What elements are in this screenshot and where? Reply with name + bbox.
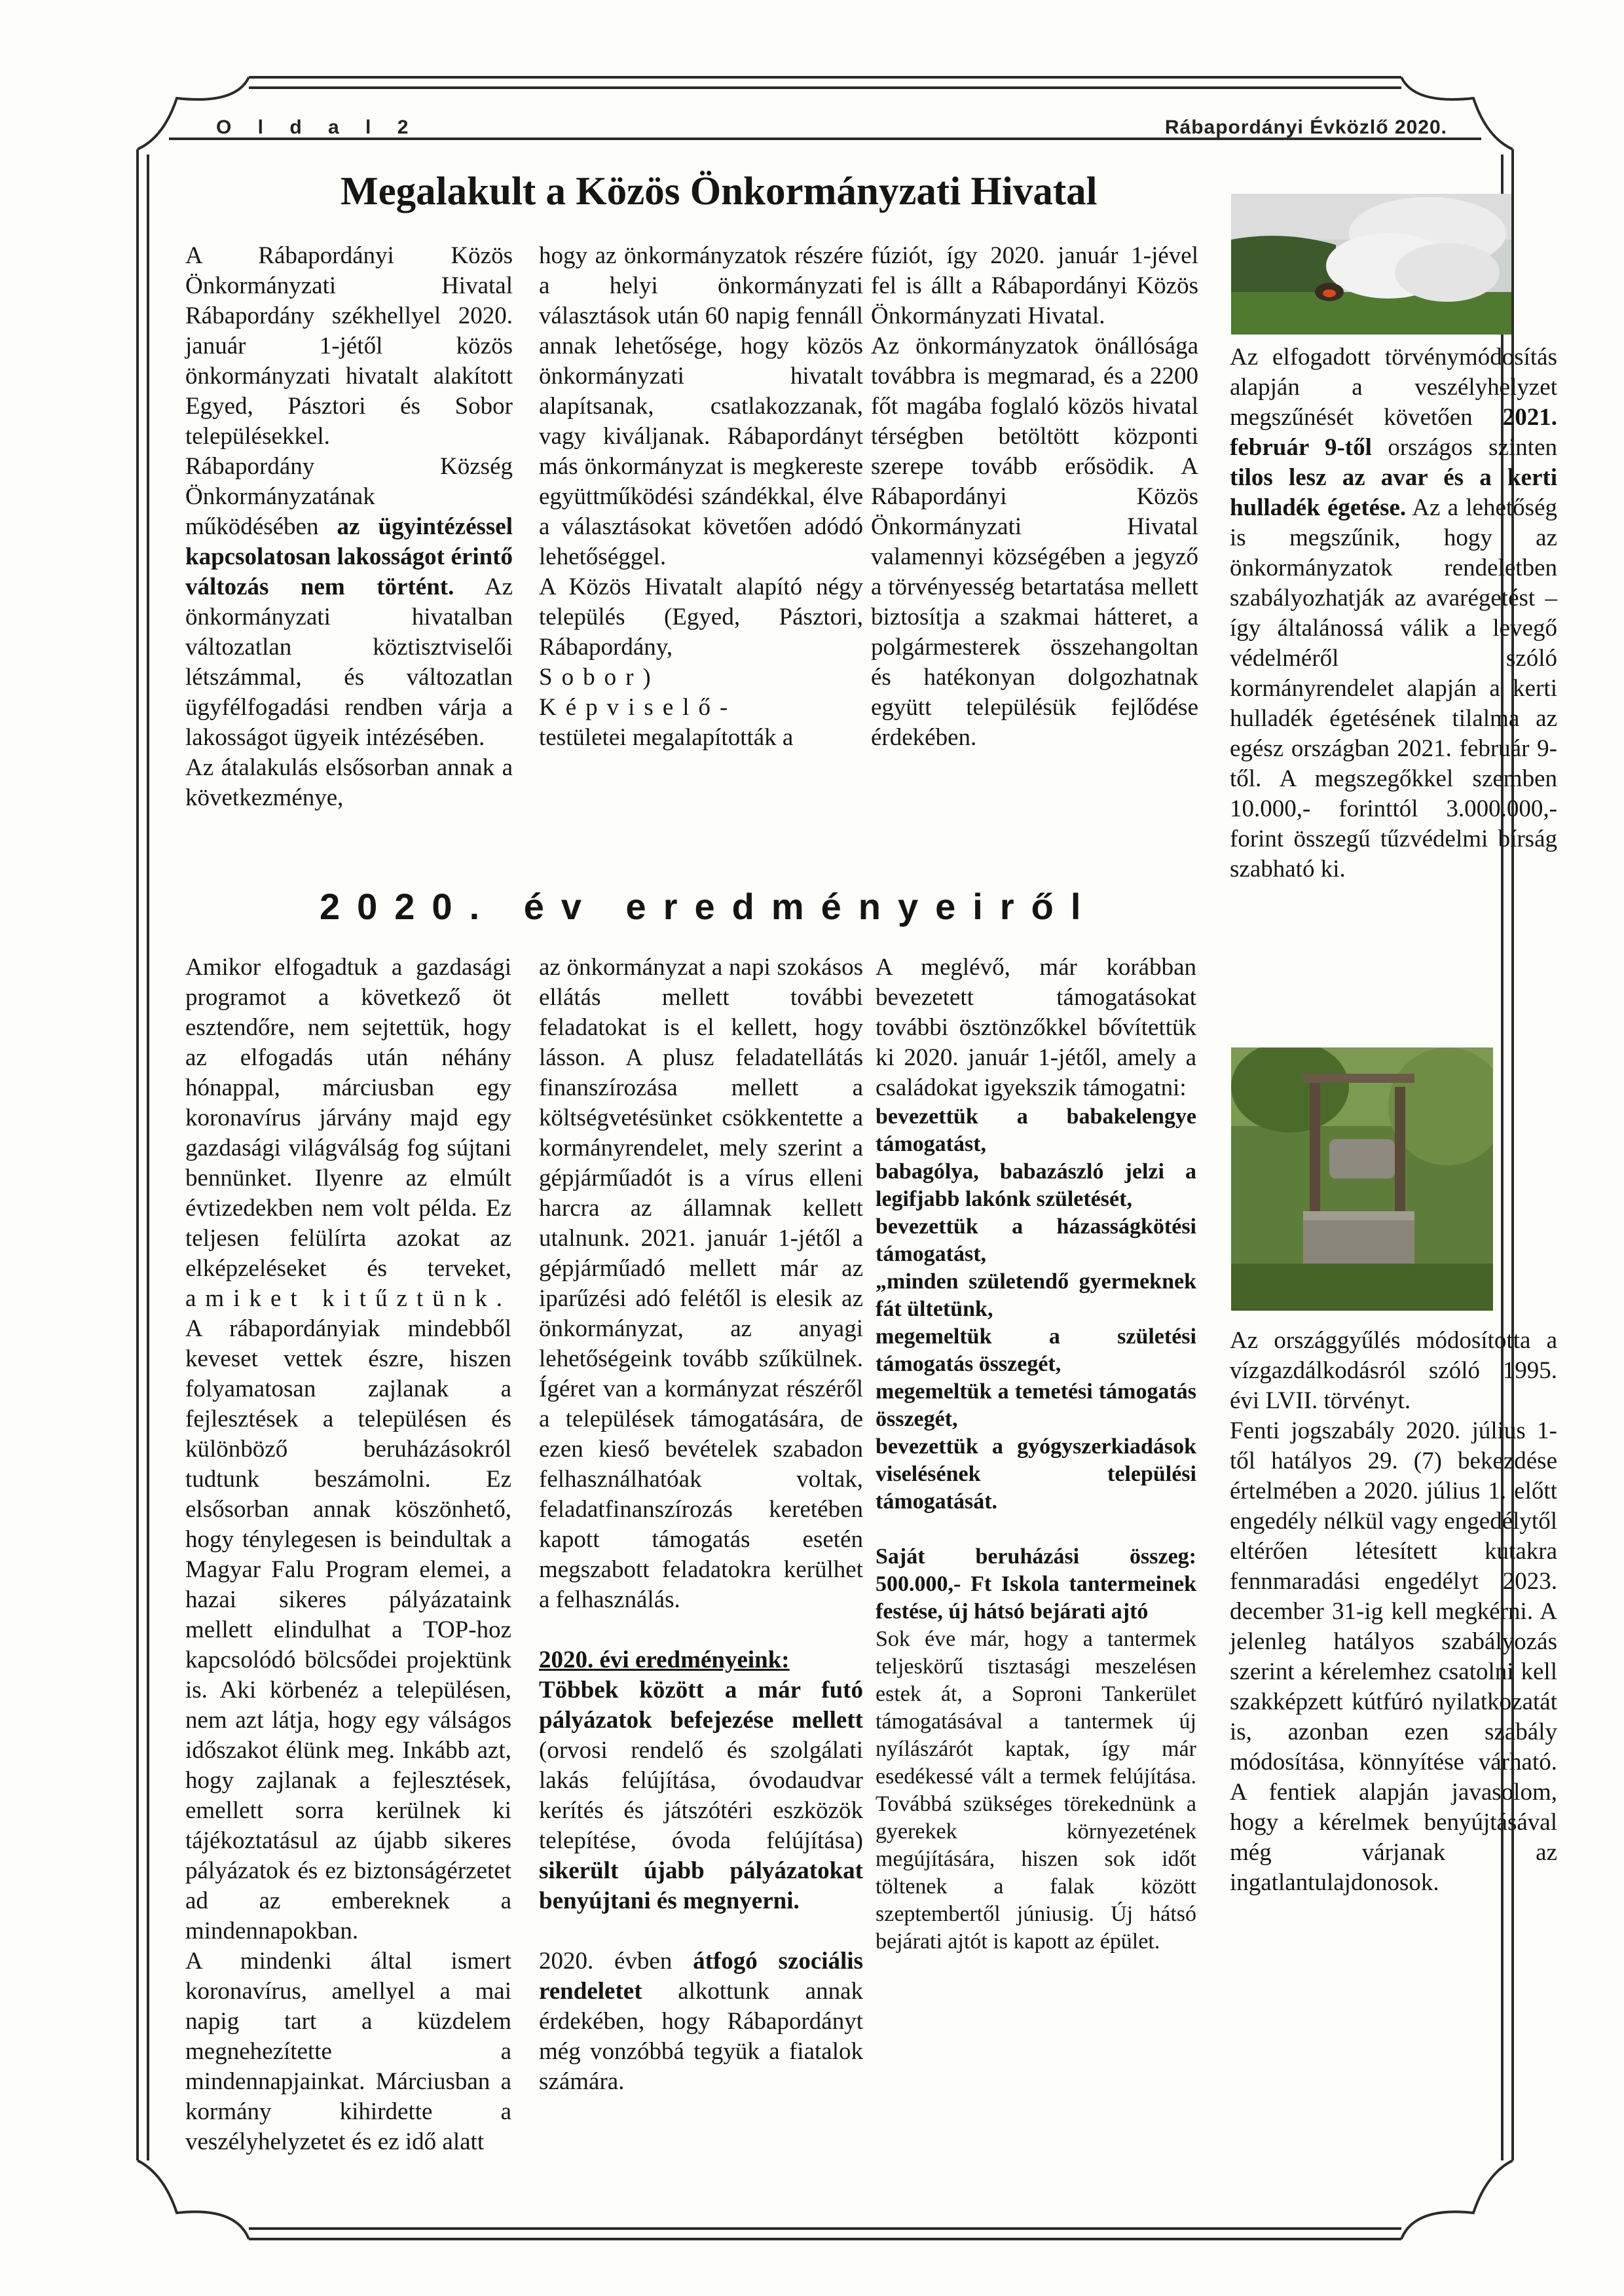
investment-heading: Saját beruházási összeg: 500.000,- Ft Iskola tantermeinek festése, új hátsó bejárati ajtó <box>876 1544 1196 1624</box>
bold-list-item: megemeltük a temetési támogatás összegét, <box>876 1379 1196 1431</box>
article-title: Megalakult a Közös Önkormányzati Hivatal <box>341 170 1098 213</box>
paragraph: fúziót, így 2020. január 1-jével fel is állt a Rábapordányi Közös Önkormányzati Hivatal. <box>871 242 1198 329</box>
paragraph: Az átalakulás elsősorban annak a következménye, <box>185 754 513 811</box>
article2-column1 <box>185 953 511 2157</box>
paragraph: Az országgyűlés módosította a vízgazdálkodásról szóló 1995. évi LVII. törvényt. <box>1230 1327 1557 1414</box>
spaced-text: amiket kitűztünk. <box>185 1285 511 1312</box>
article2-column3 <box>876 953 1196 1956</box>
bold-text: sikerült újabb pályázatokat benyújtani és megnyerni. <box>539 1857 863 1914</box>
paragraph: A Közös Hivatalt alapító négy település (Egyed, Pásztori, Rábapordány, <box>539 574 863 661</box>
article1-column1 <box>185 241 513 813</box>
article2-column2 <box>539 953 863 2097</box>
sidebar-well-text <box>1230 1326 1557 1898</box>
paragraph: hogy az önkormányzatok részére a helyi önkormányzati választások után 60 napig fennáll annak lehetősége, hogy közös önkormányzati hivatalt alapítsanak, csatlakozzanak, vagy kiváljanak. Rábapordányt más önkormányzat is megkereste együttműködési szándékkal, élve a választásokat követően adódó lehetőséggel. <box>539 242 863 570</box>
paragraph: A mindenki által ismert koronavírus, amellyel a mai napig tart a küzdelem megnehezítette a mindennapjainkat. Márciusban a kormány kihirdette a veszélyhelyzetet és ez idő alatt <box>185 1948 511 2155</box>
paragraph: testületei megalapították a <box>539 724 794 751</box>
bold-list-item: „minden születendő gyermeknek fát ültetünk, <box>876 1269 1196 1321</box>
paragraph: A meglévő, már korábban bevezetett támogatásokat további ösztönzőkkel bővítettük ki 2020. január 1-jétől, amely a családokat igyekszik támogatni: <box>876 954 1196 1101</box>
paragraph: Rábapordány Község Önkormányzatának működésében <box>185 453 513 540</box>
results-heading: 2020. évi eredményeink: <box>539 1647 790 1673</box>
paragraph: Az önkormányzati hivatalban változatlan köztisztviselői létszámmal, és változatlan ügyfélfogadási rendben várja a lakosságot ügyeik intézésében. <box>185 574 513 751</box>
bold-text: Többek között a már futó pályázatok befejezése mellett <box>539 1677 863 1734</box>
burning-leaves-photo <box>1231 194 1511 335</box>
bold-list-item: bevezettük a házasságkötési támogatást, <box>876 1214 1196 1266</box>
bold-text: tilos lesz az avar és a kerti hulladék égetése. <box>1230 464 1557 521</box>
bold-text: az ügyintézéssel kapcsolatosan lakosságot érintő változás nem történt. <box>185 513 513 600</box>
bold-list-item: bevezettük a babakelengye támogatást, <box>876 1104 1196 1156</box>
paragraph: A rábapordányiak mindebből keveset vettek észre, hiszen folyamatosan zajlanak a fejlesztések a településen és különböző beruházásokról tudtunk beszámolni. Ez elsősorban annak köszönhető, hogy ténylegesen is beindultak a Magyar Falu Program elemei, a hazai sikeres pályázataink mellett elindulhat a TOP-hoz kapcsolódó bölcsődei projektünk is. Aki körbenéz a településen, nem azt látja, hogy egy válságos időszakot élünk meg. Inkább azt, hogy zajlanak a fejlesztések, emellett sorra kerülnek ki tájékoztatásul az újabb sikeres pályázatok és ez biztonságérzetet ad az embereknek a mindennapokban. <box>185 1315 511 1944</box>
paragraph: Amikor elfogadtuk a gazdasági programot a következő öt esztendőre, nem sejtettük, hogy az elfogadás után néhány hónappal, márciusban egy koronavírus járvány majd egy gazdasági világválság fog sújtani bennünket. Ilyenre az elmúlt évtizedekben nem volt példa. Ez teljesen felülírta azokat az elképzeléseket és terveket, <box>185 954 511 1282</box>
old-well-photo <box>1231 1048 1493 1311</box>
paragraph: alkottunk annak érdekében, hogy Rábapordányt még vonzóbbá tegyük a fiatalok számára. <box>539 1978 863 2095</box>
paragraph: Fenti jogszabály 2020. július 1-től hatályos 29. (7) bekezdése értelmében a 2020. július 1. előtt engedély nélkül vagy engedélytől eltérően létesített kutakra fennmaradási engedélyt 2023. december 31-ig kell megkérni. A jelenleg hatályos szabályozás szerint a kérelemhez csatolni kell szakképzett kútfúró nyilatkozatát is, azonban ezen szabály módosítása, könnyítése várható. A fentiek alapján javasolom, hogy a kérelmek benyújtásával még várjanak az ingatlantulajdonosok. <box>1230 1417 1557 1896</box>
paragraph: Az a lehetőség is megszűnik, hogy az önkormányzatok rendeletben szabályozhatják az avarégetést – így általánossá válik a levegő védelméről szóló kormányrendelet alapján a kerti hulladék égetésének tilalma az egész országban 2021. február 9-től. A megszegőkkel szemben 10.000,- forinttól 3.000.000,- forint összegű tűzvédelmi bírság szabható ki. <box>1230 494 1558 883</box>
page-number-header: O l d a l 2 <box>216 117 419 138</box>
paragraph: 2020. évben <box>539 1948 693 1975</box>
sidebar-avar-burning-text <box>1230 342 1557 884</box>
article1-column2 <box>539 241 863 753</box>
paragraph: az önkormányzat a napi szokásos ellátás mellett további feladatokat is el kellett, hogy lásson. A plusz feladatellátás finanszírozása mellett a költségvetésünket csökkentette a kormányrendelet, mely szerint a gépjárműadót is a vírus elleni harcra az államnak kellett utalnunk. 2021. január 1-jétől a gépjárműadó mellett már az iparűzési adó felétől is elesik az önkormányzat, az anyagi lehetőségeink tovább szűkülnek. Ígéret van a kormányzat részéről a települések támogatására, de ezen kieső bevételek szabadon felhasználhatóak voltak, feladatfinanszírozás keretében kapott támogatás esetén megszabott feladatokra kerülhet a felhasználás. <box>539 954 863 1613</box>
bold-text: átfogó szociális rendeletet <box>539 1948 863 2005</box>
paragraph: Az önkormányzatok önállósága továbbra is megmarad, és a 2200 főt magába foglaló közös hivatal térségben betöltött központi szerepe tovább erősödik. A Rábapordányi Közös Önkormányzati Hivatal valamennyi községében a jegyző a törvényesség betartatása mellett biztosítja a szakmai hátteret, a polgármesterek összehangoltan és hatékonyan dolgozhatnak együtt településük fejlődése érdekében. <box>871 333 1198 751</box>
paragraph: A Rábapordányi Közös Önkormányzati Hivatal Rábapordány székhellyel 2020. január 1-jétől közös önkormányzati hivatalt alakított Egyed, Pásztori és Sobor településekkel. <box>185 242 513 450</box>
paragraph: Az elfogadott törvénymódosítás alapján a veszélyhelyzet megszűnését követően <box>1230 344 1557 431</box>
bold-list-item: bevezettük a gyógyszerkiadások viselésének települési támogatását. <box>876 1434 1196 1514</box>
paragraph: országos szinten <box>1371 434 1557 461</box>
bold-text: 2021. február 9-től <box>1230 404 1557 461</box>
paragraph: (orvosi rendelő és szolgálati lakás felújítása, óvodaudvar kerítés és játszótéri eszközök telepítése, óvoda felújítása) <box>539 1737 863 1854</box>
section-heading: 2020. év eredményeiről <box>320 886 1098 927</box>
paragraph: Sok éve már, hogy a tantermek teljeskörű tisztasági meszelésen estek át, a Soproni Tankerület támogatásával a tantermek új nyílászárót kaptak, így már esedékessé vált a termek felújítása. Továbbá szükséges törekednünk a gyerekek környezetének megújítására, hiszen sok időt töltenek a falak között szeptembertől júniusig. Új hátsó bejárati ajtót is kapott az épület. <box>876 1627 1196 1954</box>
bold-list-item: babagólya, babazászló jelzi a legifjabb lakónk születését, <box>876 1159 1196 1211</box>
publication-title-header: Rábapordányi Évközlő 2020. <box>1164 117 1447 138</box>
bold-list-item: megemeltük a születési támogatás összegét, <box>876 1324 1196 1376</box>
paragraph: Sobor) Képviselő- <box>539 664 737 721</box>
article1-column3 <box>871 241 1198 753</box>
